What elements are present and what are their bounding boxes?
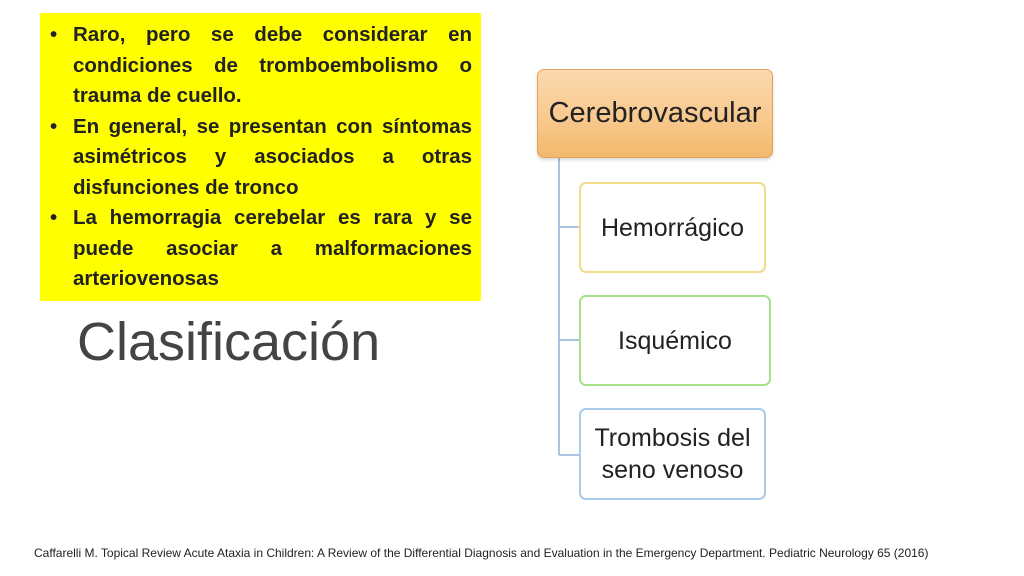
diagram-child-node-hemorragico	[579, 182, 766, 273]
bullet-icon: •	[50, 23, 58, 46]
highlight-note-box	[40, 13, 481, 301]
note-item	[50, 203, 472, 295]
diagram-root-node	[537, 69, 773, 158]
note-bullet-list	[50, 20, 472, 295]
note-item-text: Raro, pero se debe considerar en condiciones de tromboembolismo o trauma de cuello.	[73, 23, 472, 107]
diagram-child-label: Trombosis del seno venoso	[594, 424, 751, 484]
note-item-text: La hemorragia cerebelar es rara y se puede asociar a malformaciones arteriovenosas	[73, 206, 472, 290]
diagram-child-label: Hemorrágico	[600, 213, 745, 242]
note-item	[50, 20, 472, 112]
note-item-text: En general, se presentan con síntomas asimétricos y asociados a otras disfunciones de tronco	[73, 114, 472, 199]
diagram-child-node-trombosis	[579, 408, 766, 500]
slide-title: Clasificación	[77, 312, 381, 372]
citation-footnote: Caffarelli M. Topical Review Acute Ataxia in Children: A Review of the Differential Diagnosis and Evaluation in the Emergency Department. Pediatric Neurology 65 (2016)	[34, 546, 929, 560]
note-item	[50, 112, 472, 204]
bullet-icon: •	[50, 206, 58, 229]
diagram-child-node-isquemico	[579, 295, 771, 386]
diagram-root-label: Cerebrovascular	[548, 97, 762, 129]
diagram-child-label: Isquémico	[618, 326, 732, 355]
bullet-icon: •	[50, 114, 58, 138]
